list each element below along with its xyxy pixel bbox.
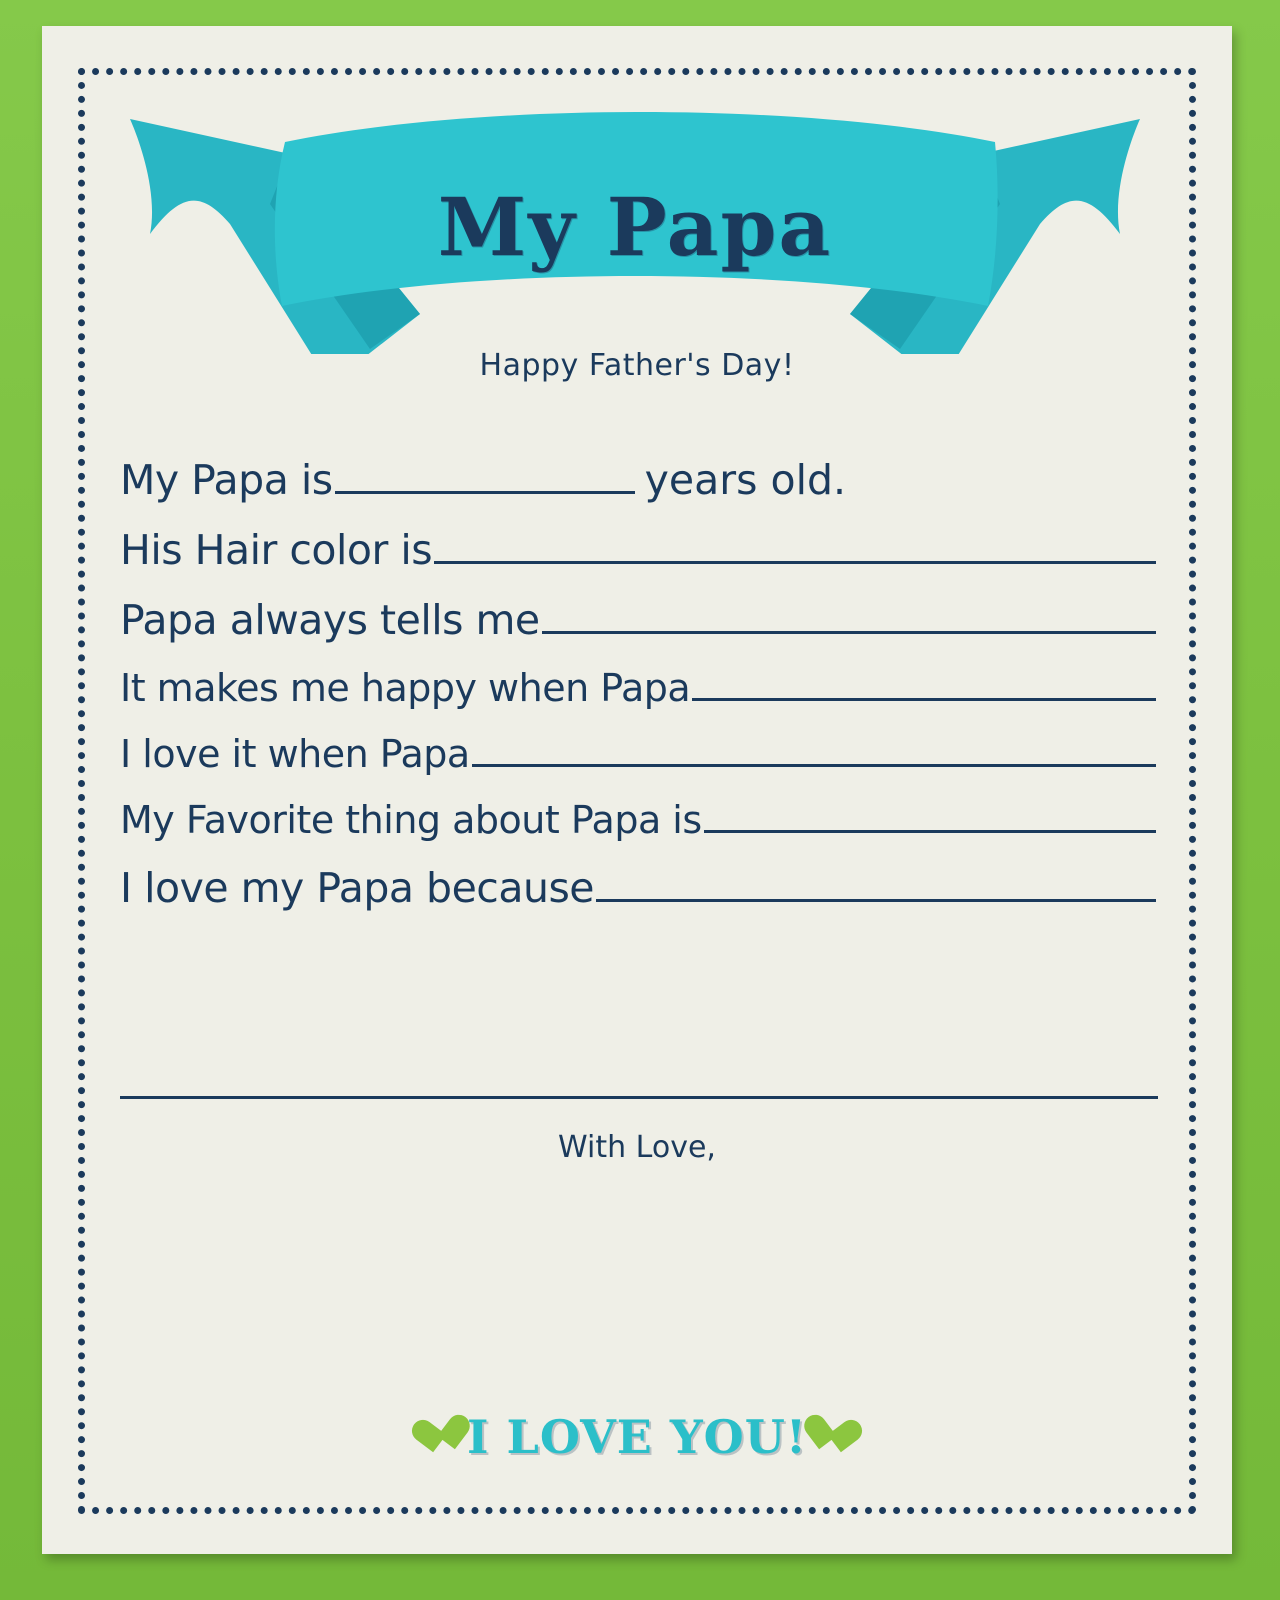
prompt-row bbox=[120, 456, 1158, 504]
footer-text: I LOVE YOU! bbox=[466, 1410, 808, 1464]
prompt-label: His Hair color is bbox=[120, 526, 433, 574]
fill-in-blank[interactable] bbox=[692, 698, 1156, 701]
prompt-row bbox=[120, 864, 1158, 912]
prompt-label: I love it when Papa bbox=[120, 732, 470, 776]
prompt-tail: years old. bbox=[644, 456, 847, 504]
prompt-label: I love my Papa because bbox=[120, 864, 595, 912]
prompt-row bbox=[120, 596, 1158, 644]
heart-icon bbox=[819, 1416, 862, 1459]
prompt-label: My Favorite thing about Papa is bbox=[120, 798, 702, 842]
fill-in-blank[interactable] bbox=[434, 561, 1156, 564]
prompt-list bbox=[120, 456, 1158, 934]
signature-rule[interactable] bbox=[120, 1096, 1158, 1099]
prompt-label: Papa always tells me bbox=[120, 596, 540, 644]
prompt-row bbox=[120, 798, 1158, 842]
prompt-row bbox=[120, 526, 1158, 574]
prompt-row bbox=[120, 732, 1158, 776]
banner-title: My Papa bbox=[437, 180, 833, 274]
fill-in-blank[interactable] bbox=[335, 491, 635, 494]
fill-in-blank[interactable] bbox=[704, 830, 1156, 833]
heart-icon bbox=[412, 1416, 455, 1459]
prompt-label: My Papa is bbox=[120, 456, 333, 504]
banner-ribbon bbox=[120, 84, 1150, 354]
prompt-row bbox=[120, 666, 1158, 710]
printable-sheet bbox=[42, 26, 1232, 1554]
footer-love-banner bbox=[42, 1410, 1232, 1464]
fill-in-blank[interactable] bbox=[596, 899, 1156, 902]
prompt-label: It makes me happy when Papa bbox=[120, 666, 691, 710]
fill-in-blank[interactable] bbox=[542, 631, 1156, 634]
fill-in-blank[interactable] bbox=[472, 764, 1156, 767]
signature-label: With Love, bbox=[558, 1130, 716, 1165]
subtitle: Happy Father's Day! bbox=[479, 348, 795, 383]
